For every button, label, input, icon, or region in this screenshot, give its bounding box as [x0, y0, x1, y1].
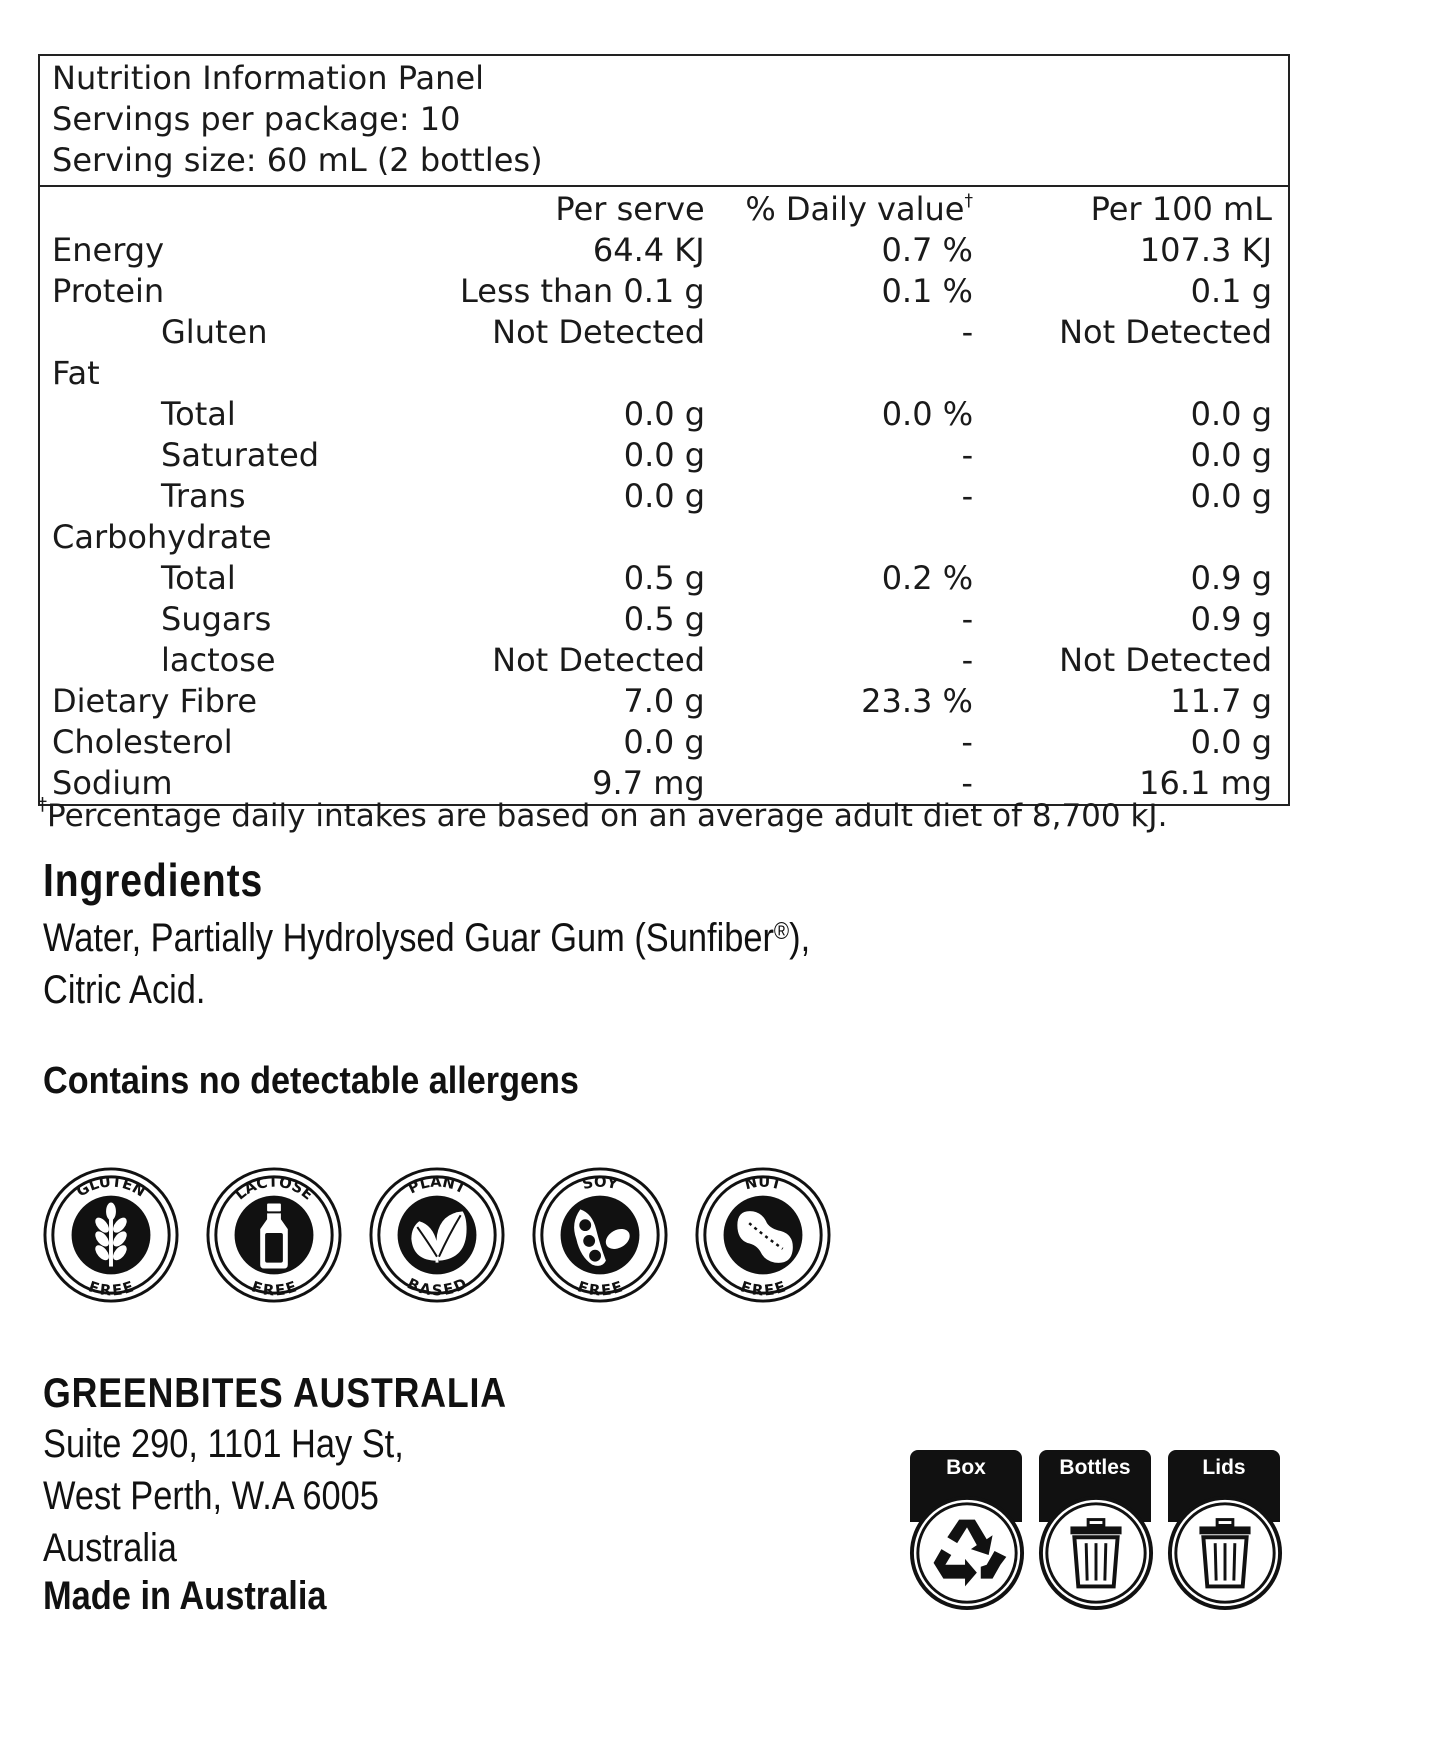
allergen-statement: Contains no detectable allergens [43, 1060, 579, 1102]
nutrient-row [52, 517, 1272, 558]
company-address [43, 1418, 404, 1574]
svg-text:SOY [581, 1174, 620, 1194]
daily-value: 0.2 % [881, 559, 974, 597]
daily-value: 0.1 % [881, 272, 973, 310]
nutrient-row [52, 312, 1272, 353]
per-100ml-value: 0.0 g [1190, 436, 1272, 474]
per-serve-value: 0.0 g [623, 395, 706, 433]
recycle-box [908, 1450, 1024, 1612]
nut-free-badge [694, 1166, 832, 1304]
per-serve-value: 9.7 mg [592, 764, 705, 802]
nutrient-row [52, 435, 1272, 476]
nutrient-row [52, 271, 1272, 312]
nutrition-panel [38, 54, 1290, 806]
nutrient-name: Total [161, 395, 236, 433]
daily-value: - [961, 641, 974, 679]
nutrient-row [52, 640, 1272, 681]
header-per-100ml: Per 100 mL [1090, 190, 1272, 228]
nutrient-row [52, 681, 1272, 722]
badge-bottom-label: BASED [404, 1275, 470, 1300]
nutrient-row [52, 230, 1272, 271]
badge-top-label: GLUTEN [73, 1173, 149, 1201]
badge-bottom-label: FREE [86, 1278, 136, 1300]
dagger-mark: † [964, 191, 973, 211]
gluten-free-badge [42, 1166, 180, 1304]
per-serve-value: 0.0 g [623, 723, 705, 761]
badge-bottom-label: FREE [738, 1278, 788, 1300]
badge-bottom-label: FREE [575, 1278, 625, 1300]
nutrient-row [52, 558, 1272, 599]
per-serve-value: 7.0 g [623, 682, 705, 720]
per-serve-value: 0.0 g [623, 436, 706, 474]
badge-top-label: SOY [580, 1173, 620, 1194]
trash-bin-icon [1037, 1494, 1155, 1612]
plant-based-badge [368, 1166, 506, 1304]
nutrient-row [52, 476, 1272, 517]
panel-body [40, 187, 1288, 804]
column-headers [52, 189, 1272, 230]
per-100ml-value: 0.0 g [1190, 723, 1272, 761]
daily-value: 0.7 % [881, 231, 973, 269]
badge-top-label: PLANT [405, 1173, 469, 1198]
nutrient-name: Saturated [161, 436, 320, 474]
per-100ml-value: 16.1 mg [1139, 764, 1272, 802]
per-serve-value: 0.0 g [623, 477, 706, 515]
nutrient-name: Cholesterol [52, 723, 233, 761]
trash-bin-icon [1166, 1494, 1284, 1612]
header-per-serve: Per serve [555, 190, 705, 228]
nutrient-row [52, 722, 1272, 763]
per-serve-value: 0.5 g [623, 559, 706, 597]
header-daily-value-text: % Daily value [745, 190, 965, 228]
per-100ml-value: 0.9 g [1190, 600, 1272, 638]
ingredients-line-1-end: ), [789, 916, 811, 960]
lactose-free-badge [205, 1166, 343, 1304]
per-100ml-value: 0.0 g [1190, 395, 1272, 433]
daily-value: - [961, 477, 974, 515]
daily-value: 0.0 % [881, 395, 974, 433]
registered-mark: ® [773, 918, 790, 945]
nutrient-name: Protein [52, 272, 165, 310]
dietary-badges [42, 1166, 822, 1304]
daily-value: - [961, 764, 973, 802]
ingredients-list [43, 906, 810, 1016]
per-100ml-value: Not Detected [1059, 641, 1272, 679]
daily-intake-footnote [38, 796, 1167, 836]
nutrient-row [52, 394, 1272, 435]
recycling-labels [908, 1450, 1298, 1612]
footnote-text: Percentage daily intakes are based on an average adult diet of 8,700 kJ. [47, 798, 1168, 834]
recycle-bottles-label: Bottles [1039, 1450, 1151, 1522]
serving-size: Serving size: 60 mL (2 bottles) [52, 141, 543, 179]
recycle-lids-label: Lids [1168, 1450, 1280, 1522]
per-serve-value: 64.4 KJ [592, 231, 705, 269]
footnote-dagger: † [38, 794, 47, 815]
recycle-lids [1166, 1450, 1282, 1612]
ingredients-line-2: Citric Acid. [43, 968, 206, 1012]
svg-text:NUT [743, 1174, 783, 1194]
recycle-icon [908, 1494, 1026, 1612]
recycle-bottles [1037, 1450, 1153, 1612]
recycle-box-label: Box [910, 1450, 1022, 1522]
servings-per-package: Servings per package: 10 [52, 100, 461, 138]
nutrient-name: Sugars [161, 600, 272, 638]
per-100ml-value: 11.7 g [1170, 682, 1272, 720]
panel-header [40, 56, 1288, 187]
per-100ml-value: Not Detected [1059, 313, 1272, 351]
nutrient-name: Energy [52, 231, 165, 269]
per-100ml-value: 0.0 g [1190, 477, 1272, 515]
per-100ml-value: 107.3 KJ [1139, 231, 1272, 269]
svg-text:FREE [86, 1279, 135, 1300]
daily-value: - [961, 600, 974, 638]
badge-top-label: LACTOSE [231, 1173, 317, 1204]
daily-value: - [961, 436, 974, 474]
nutrient-rows [52, 230, 1272, 804]
svg-text:FREE [738, 1279, 787, 1300]
nutrient-name: Total [161, 559, 236, 597]
per-100ml-value: 0.9 g [1190, 559, 1272, 597]
per-100ml-value: 0.1 g [1190, 272, 1272, 310]
nutrient-name: Fat [52, 354, 100, 392]
per-serve-value: Less than 0.1 g [459, 272, 705, 310]
company-name: GREENBITES AUSTRALIA [43, 1369, 507, 1416]
ingredients-heading: Ingredients [43, 854, 264, 906]
ingredients-line-1-text: Water, Partially Hydrolysed Guar Gum (Sunfiber [43, 916, 774, 960]
per-serve-value: Not Detected [492, 313, 706, 351]
nutrient-name: Carbohydrate [52, 518, 272, 556]
per-serve-value: Not Detected [492, 641, 706, 679]
svg-text:PLANT [406, 1174, 469, 1198]
daily-value: - [961, 723, 973, 761]
per-serve-value: 0.5 g [623, 600, 706, 638]
nutrient-name: Trans [161, 477, 246, 515]
badge-top-label: NUT [743, 1173, 784, 1194]
daily-value: - [961, 313, 974, 351]
address-line-1: Suite 290, 1101 Hay St, [43, 1422, 404, 1466]
nutrient-name: lactose [161, 641, 276, 679]
badge-bottom-label: FREE [249, 1278, 299, 1300]
daily-value: 23.3 % [861, 682, 973, 720]
address-line-3: Australia [43, 1526, 177, 1570]
svg-text:FREE [575, 1279, 624, 1300]
nutrient-name: Gluten [161, 313, 268, 351]
ingredients-line-1 [43, 906, 810, 964]
panel-title: Nutrition Information Panel [52, 59, 485, 97]
header-daily-value [705, 189, 973, 230]
made-in-label: Made in Australia [43, 1574, 327, 1618]
nutrient-row [52, 599, 1272, 640]
nutrient-name: Sodium [52, 764, 173, 802]
nutrient-row [52, 353, 1272, 394]
address-line-2: West Perth, W.A 6005 [43, 1474, 379, 1518]
svg-text:FREE [249, 1279, 298, 1300]
soy-free-badge [531, 1166, 669, 1304]
nutrient-name: Dietary Fibre [52, 682, 258, 720]
